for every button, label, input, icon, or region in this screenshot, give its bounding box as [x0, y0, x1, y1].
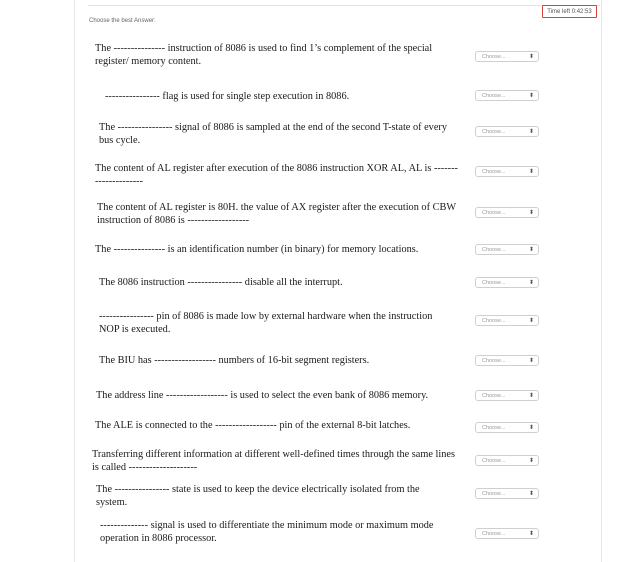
answer-select-5[interactable] — [475, 207, 539, 218]
question-12: Transferring different information at different well-defined times through the same lines is called -------------------- — [92, 449, 455, 473]
chevron-up-down-icon: ⬍ — [528, 279, 534, 286]
timer-badge — [542, 5, 597, 18]
answer-select-1[interactable] — [475, 51, 539, 62]
answer-select-4[interactable] — [475, 166, 539, 177]
answer-select-9[interactable] — [475, 355, 539, 366]
select-value: Choose... — [482, 168, 506, 175]
answer-select-10[interactable] — [475, 390, 539, 401]
select-value: Choose... — [482, 53, 506, 60]
chevron-up-down-icon: ⬍ — [528, 392, 534, 399]
chevron-up-down-icon: ⬍ — [528, 317, 534, 324]
answer-select-8[interactable] — [475, 315, 539, 326]
select-value: Choose... — [482, 246, 506, 253]
chevron-up-down-icon: ⬍ — [528, 246, 534, 253]
select-value: Choose... — [482, 317, 506, 324]
select-value: Choose... — [482, 457, 506, 464]
instruction-text: Choose the best Answer: — [89, 18, 156, 24]
select-value: Choose... — [482, 490, 506, 497]
question-9: The BIU has ------------------ numbers of 16-bit segment registers. — [99, 355, 370, 366]
select-value: Choose... — [482, 392, 506, 399]
question-6: The --------------- is an identification number (in binary) for memory locations. — [95, 244, 419, 255]
select-value: Choose... — [482, 530, 506, 537]
chevron-up-down-icon: ⬍ — [528, 424, 534, 431]
answer-select-13[interactable] — [475, 488, 539, 499]
timer-label: Time left 0:42:53 — [547, 8, 592, 15]
chevron-up-down-icon: ⬍ — [528, 530, 534, 537]
answer-select-6[interactable] — [475, 244, 539, 255]
question-1: The --------------- instruction of 8086 is used to find 1’s complement of the special register/ memory content. — [95, 43, 433, 67]
question-13: The ---------------- state is used to keep the device electrically isolated from the system. — [96, 484, 420, 508]
answer-select-12[interactable] — [475, 455, 539, 466]
question-8: ---------------- pin of 8086 is made low by external hardware when the instruction NOP is executed. — [99, 311, 433, 335]
answer-select-2[interactable] — [475, 90, 539, 101]
question-5: The content of AL register is 80H. the value of AX register after the execution of CBW instruction of 8086 is ------------------ — [97, 202, 456, 226]
chevron-up-down-icon: ⬍ — [528, 92, 534, 99]
chevron-up-down-icon: ⬍ — [528, 128, 534, 135]
chevron-up-down-icon: ⬍ — [528, 168, 534, 175]
chevron-up-down-icon: ⬍ — [528, 53, 534, 60]
answer-select-7[interactable] — [475, 277, 539, 288]
question-7: The 8086 instruction ---------------- disable all the interrupt. — [99, 277, 343, 288]
select-value: Choose... — [482, 357, 506, 364]
answer-select-14[interactable] — [475, 528, 539, 539]
question-2: ---------------- flag is used for single step execution in 8086. — [105, 91, 350, 102]
select-value: Choose... — [482, 424, 506, 431]
question-14: -------------- signal is used to differentiate the minimum mode or maximum mode operation in 8086 processor. — [100, 520, 434, 544]
chevron-up-down-icon: ⬍ — [528, 209, 534, 216]
answer-select-3[interactable] — [475, 126, 539, 137]
chevron-up-down-icon: ⬍ — [528, 490, 534, 497]
select-value: Choose... — [482, 209, 506, 216]
question-10: The address line ------------------ is used to select the even bank of 8086 memory. — [96, 390, 429, 401]
chevron-up-down-icon: ⬍ — [528, 457, 534, 464]
select-value: Choose... — [482, 279, 506, 286]
question-4: The content of AL register after execution of the 8086 instruction XOR AL, AL is --------------------- — [95, 163, 458, 187]
chevron-up-down-icon: ⬍ — [528, 357, 534, 364]
select-value: Choose... — [482, 128, 506, 135]
divider — [88, 5, 600, 6]
answer-select-11[interactable] — [475, 422, 539, 433]
question-3: The ---------------- signal of 8086 is sampled at the end of the second T-state of every bus cycle. — [99, 122, 447, 146]
select-value: Choose... — [482, 92, 506, 99]
question-11: The ALE is connected to the ------------------ pin of the external 8-bit latches. — [95, 420, 411, 431]
